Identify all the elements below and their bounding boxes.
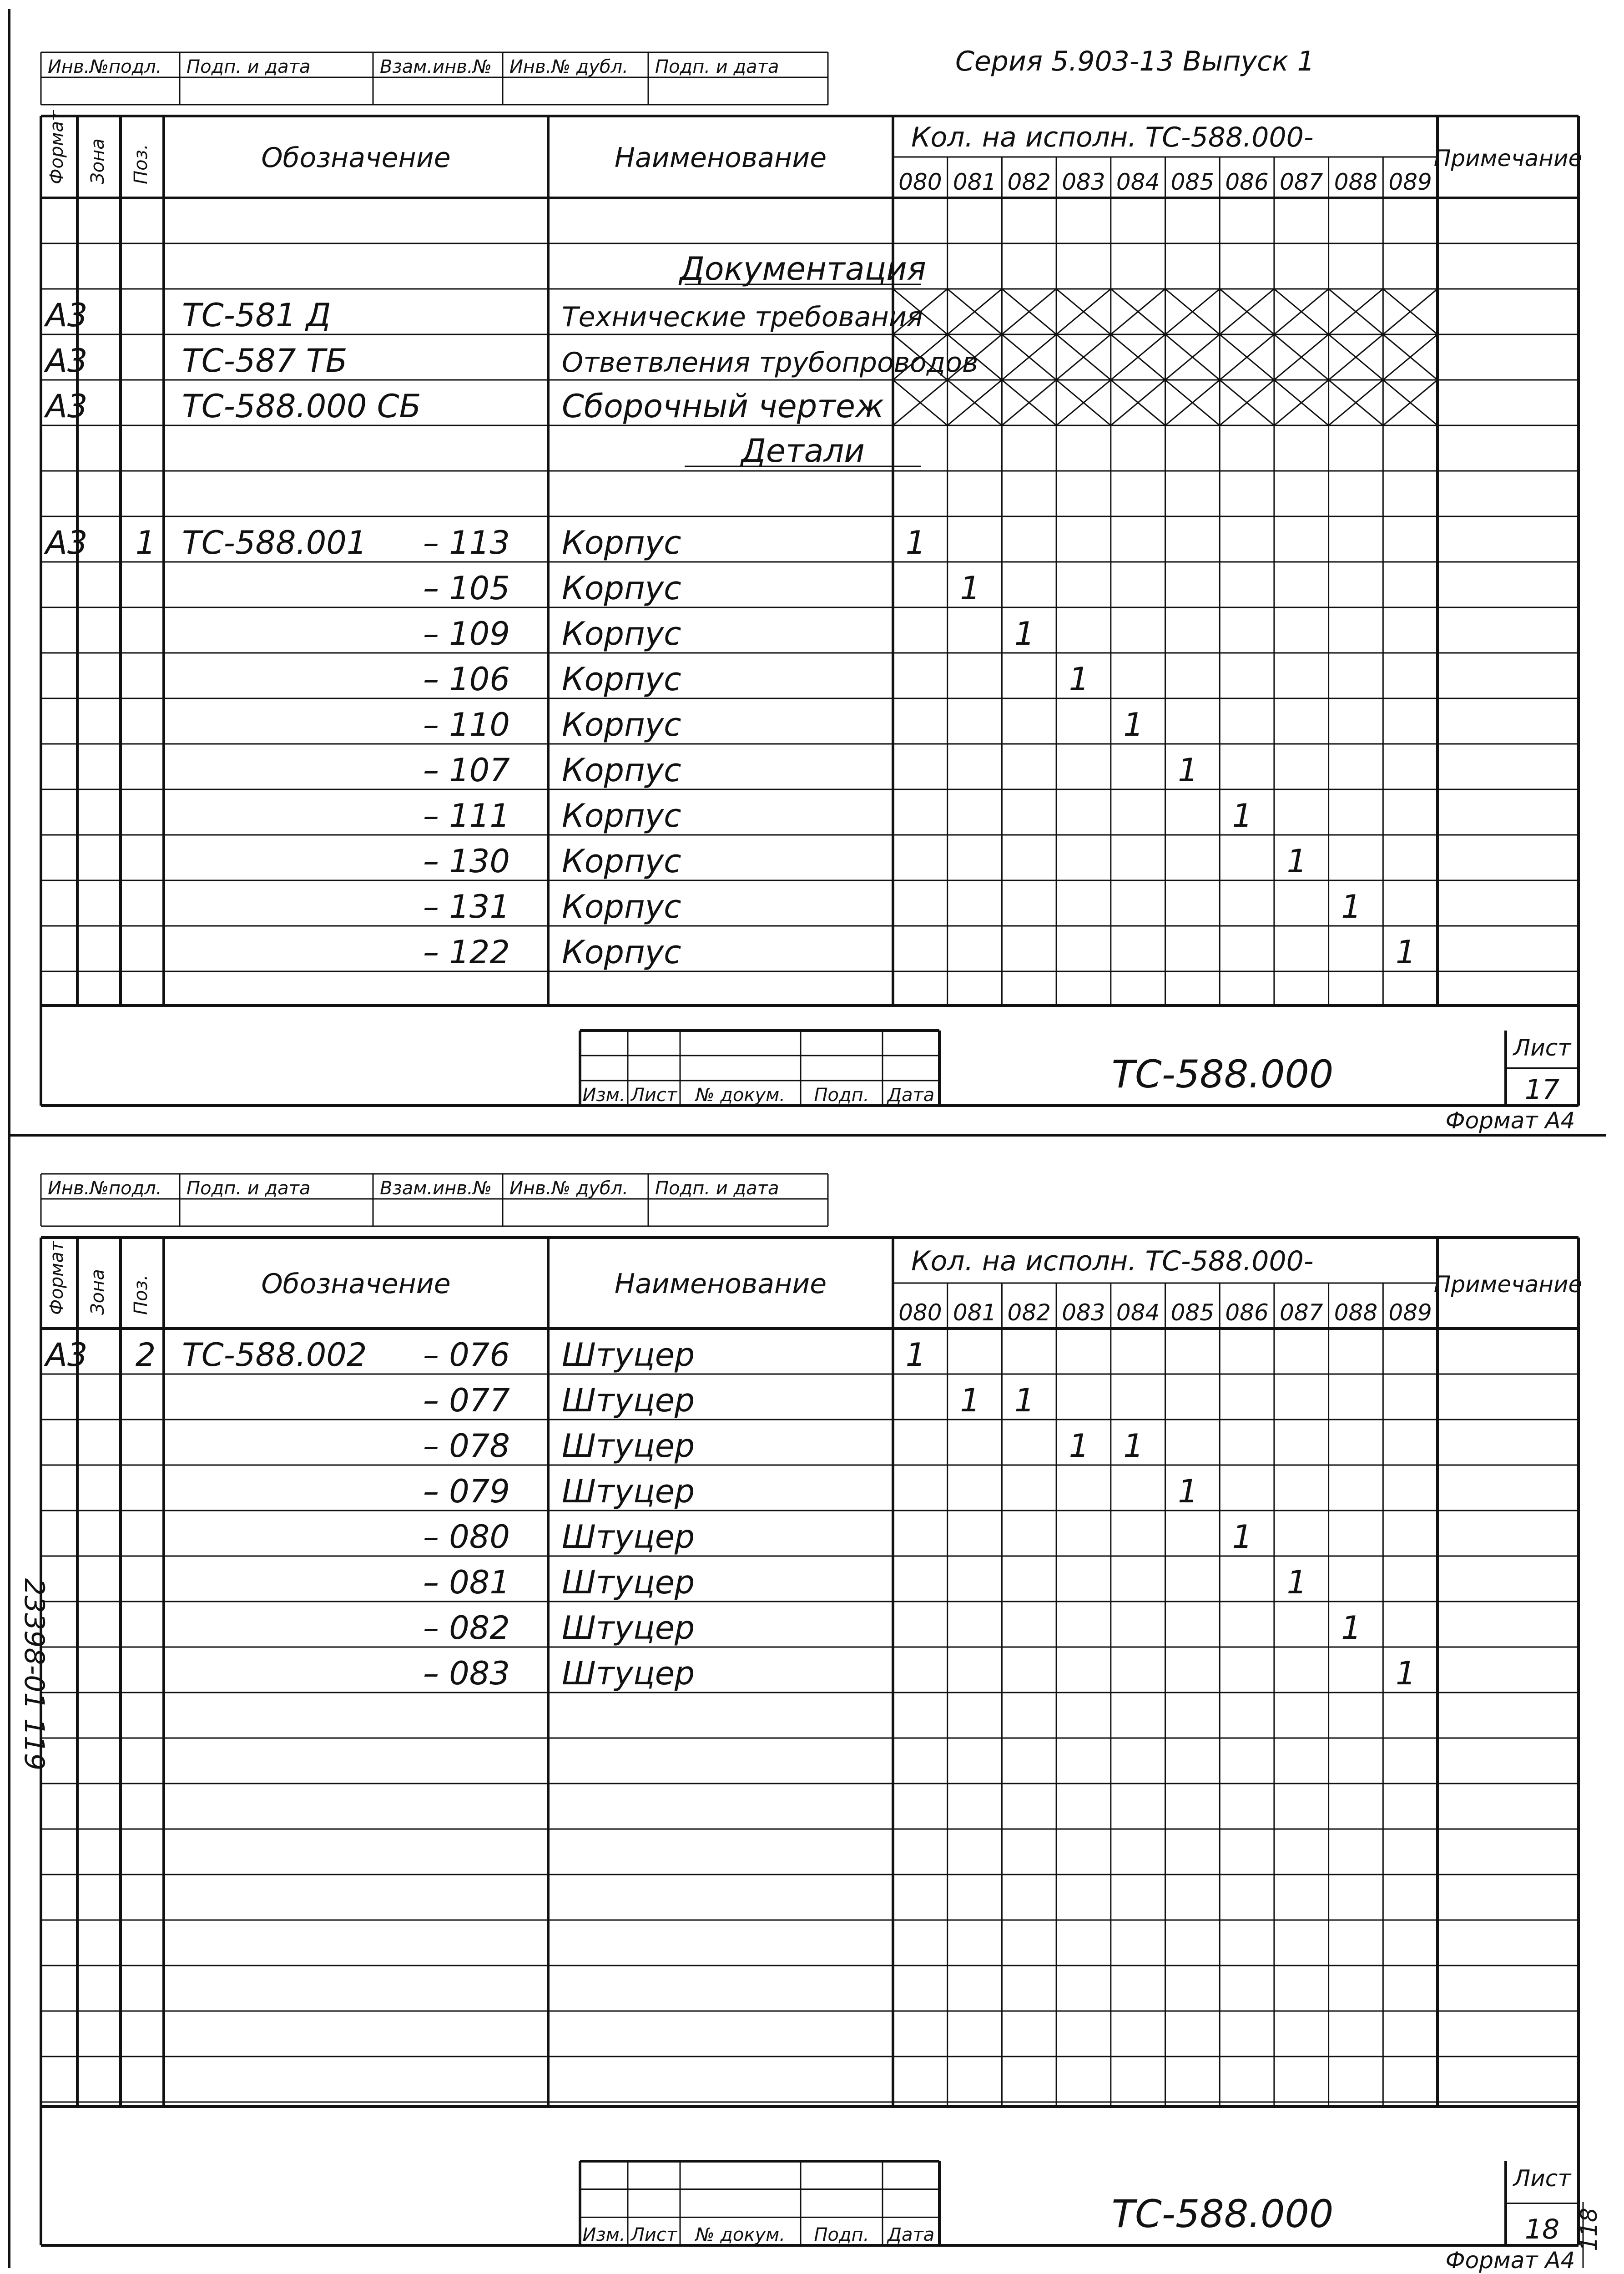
qty-mark: 1 bbox=[905, 1336, 926, 1374]
header-variant-089: 089 bbox=[1388, 169, 1432, 195]
cell-designation: ТС-588.002 bbox=[182, 1336, 367, 1374]
cell-format: А3 bbox=[45, 297, 88, 334]
cell-pos: 2 bbox=[135, 1336, 156, 1374]
header-note: Примечание bbox=[1433, 145, 1583, 172]
cell-designation-suffix: – 080 bbox=[423, 1518, 510, 1556]
cell-pos: 1 bbox=[135, 524, 156, 561]
cell-name: Корпус bbox=[562, 934, 681, 971]
cell-name: Штуцер bbox=[562, 1609, 695, 1647]
cell-designation-suffix: – 082 bbox=[423, 1609, 510, 1647]
header-variant-082: 082 bbox=[1007, 169, 1051, 195]
cell-name: Корпус bbox=[562, 706, 681, 743]
section-heading: Документация bbox=[680, 250, 926, 288]
cell-designation-suffix: – 076 bbox=[423, 1336, 510, 1374]
qty-mark: 1 bbox=[1286, 843, 1307, 880]
cell-designation-suffix: – 105 bbox=[423, 570, 510, 607]
header-format: Формат bbox=[46, 110, 67, 184]
header-variant-085: 085 bbox=[1170, 169, 1215, 195]
title-block-label: Подп. bbox=[814, 2224, 869, 2245]
cell-name: Корпус bbox=[562, 570, 681, 607]
qty-mark: 1 bbox=[905, 524, 926, 561]
margin-stamp-label: Инв.№ дубл. bbox=[509, 1178, 628, 1199]
cell-designation-suffix: – 106 bbox=[423, 661, 510, 698]
cell-designation-suffix: – 107 bbox=[423, 752, 510, 789]
header-variant-086: 086 bbox=[1225, 169, 1269, 195]
sheet-label: Лист bbox=[1513, 1035, 1571, 1061]
cell-name: Корпус bbox=[562, 615, 681, 652]
header-qty-title: Кол. на исполн. ТС-588.000- bbox=[911, 121, 1314, 153]
cell-designation-suffix: – 122 bbox=[423, 934, 510, 971]
header-variant-083: 083 bbox=[1062, 169, 1105, 195]
cell-name: Штуцер bbox=[562, 1382, 695, 1419]
cell-format: А3 bbox=[45, 342, 88, 379]
cell-designation-suffix: – 130 bbox=[423, 843, 510, 880]
cell-name: Корпус bbox=[562, 661, 681, 698]
sheet-number: 18 bbox=[1524, 2213, 1560, 2245]
qty-mark: 1 bbox=[1123, 706, 1144, 743]
section-heading: Детали bbox=[741, 432, 865, 470]
qty-mark: 1 bbox=[1232, 797, 1253, 834]
series-header: Серия 5.903-13 Выпуск 1 bbox=[955, 45, 1315, 77]
qty-mark: 1 bbox=[1395, 934, 1416, 971]
margin-stamp-label: Инв.№подл. bbox=[48, 56, 162, 77]
margin-stamp-label: Инв.№ дубл. bbox=[509, 56, 628, 77]
header-name: Наименование bbox=[614, 142, 827, 174]
qty-mark: 1 bbox=[1341, 888, 1362, 925]
cell-name: Штуцер bbox=[562, 1655, 695, 1692]
header-zone: Зона bbox=[87, 1269, 108, 1315]
header-note: Примечание bbox=[1433, 1271, 1583, 1298]
cell-designation: ТС-581 Д bbox=[182, 297, 331, 334]
qty-mark: 1 bbox=[1069, 1427, 1089, 1465]
cell-designation-suffix: – 110 bbox=[423, 706, 510, 743]
corner-code: 118 bbox=[1576, 2208, 1602, 2251]
cell-name: Корпус bbox=[562, 888, 681, 925]
header-variant-081: 081 bbox=[953, 1299, 997, 1326]
cell-designation-suffix: – 077 bbox=[423, 1382, 510, 1419]
cell-format: А3 bbox=[45, 524, 88, 561]
cell-designation-suffix: – 081 bbox=[423, 1564, 510, 1601]
cell-name: Ответвления трубопроводов bbox=[562, 347, 978, 379]
header-name: Наименование bbox=[614, 1268, 827, 1300]
qty-mark: 1 bbox=[960, 570, 980, 607]
qty-mark: 1 bbox=[1178, 1473, 1198, 1510]
header-pos: Поз. bbox=[131, 144, 151, 184]
title-block-label: Дата bbox=[887, 2224, 935, 2245]
margin-stamp-label: Инв.№подл. bbox=[48, 1178, 162, 1199]
margin-stamp-label: Подп. и дата bbox=[187, 56, 311, 77]
cell-name: Корпус bbox=[562, 752, 681, 789]
format-label: Формат А4 bbox=[1445, 2247, 1575, 2274]
title-block-label: Дата bbox=[887, 1085, 935, 1106]
cell-format: А3 bbox=[45, 1336, 88, 1374]
document-code: ТС-588.000 bbox=[1111, 1052, 1334, 1097]
header-variant-083: 083 bbox=[1062, 1299, 1105, 1326]
header-variant-087: 087 bbox=[1280, 169, 1323, 195]
header-variant-080: 080 bbox=[898, 1299, 942, 1326]
header-variant-086: 086 bbox=[1225, 1299, 1269, 1326]
cell-name: Штуцер bbox=[562, 1473, 695, 1510]
title-block-label: Подп. bbox=[814, 1085, 869, 1106]
side-archive-code: 23398-01 119 bbox=[18, 1578, 50, 1771]
cell-name: Штуцер bbox=[562, 1427, 695, 1465]
cell-format: А3 bbox=[45, 388, 88, 425]
margin-stamp-label: Подп. и дата bbox=[655, 56, 779, 77]
cell-designation-suffix: – 111 bbox=[423, 797, 510, 834]
cell-designation: ТС-588.001 bbox=[182, 524, 367, 561]
qty-mark: 1 bbox=[1123, 1427, 1144, 1465]
sheet-label: Лист bbox=[1513, 2165, 1571, 2192]
cell-designation-suffix: – 079 bbox=[423, 1473, 510, 1510]
qty-mark: 1 bbox=[1014, 615, 1035, 652]
header-format: Формат bbox=[46, 1241, 67, 1315]
qty-mark: 1 bbox=[1014, 1382, 1035, 1419]
margin-stamp-label: Взам.инв.№ bbox=[380, 56, 492, 77]
cell-designation-suffix: – 109 bbox=[423, 615, 510, 652]
qty-mark: 1 bbox=[1232, 1518, 1253, 1556]
title-block-label: № докум. bbox=[695, 1085, 786, 1106]
cell-designation: ТС-587 ТБ bbox=[182, 342, 348, 379]
cell-name: Технические требования bbox=[562, 301, 923, 333]
header-variant-088: 088 bbox=[1334, 169, 1378, 195]
qty-mark: 1 bbox=[960, 1382, 980, 1419]
cell-name: Корпус bbox=[562, 797, 681, 834]
header-variant-084: 084 bbox=[1116, 1299, 1160, 1326]
header-variant-084: 084 bbox=[1116, 169, 1160, 195]
cell-designation: ТС-588.000 СБ bbox=[182, 388, 421, 425]
margin-stamp-label: Подп. и дата bbox=[655, 1178, 779, 1199]
cell-name: Корпус bbox=[562, 524, 681, 561]
header-variant-081: 081 bbox=[953, 169, 997, 195]
cell-name: Штуцер bbox=[562, 1564, 695, 1601]
margin-stamp-label: Взам.инв.№ bbox=[380, 1178, 492, 1199]
header-variant-089: 089 bbox=[1388, 1299, 1432, 1326]
cell-designation-suffix: – 131 bbox=[423, 888, 510, 925]
cell-designation-suffix: – 078 bbox=[423, 1427, 510, 1465]
header-designation: Обозначение bbox=[261, 1268, 451, 1300]
header-designation: Обозначение bbox=[261, 142, 451, 174]
cell-designation-suffix: – 113 bbox=[423, 524, 510, 561]
cell-designation-suffix: – 083 bbox=[423, 1655, 510, 1692]
margin-stamp-label: Подп. и дата bbox=[187, 1178, 311, 1199]
qty-mark: 1 bbox=[1286, 1564, 1307, 1601]
header-zone: Зона bbox=[87, 138, 108, 184]
header-variant-085: 085 bbox=[1170, 1299, 1215, 1326]
cell-name: Штуцер bbox=[562, 1518, 695, 1556]
qty-mark: 1 bbox=[1395, 1655, 1416, 1692]
title-block-label: Изм. bbox=[582, 2224, 625, 2245]
title-block-label: Лист bbox=[630, 2224, 677, 2245]
qty-mark: 1 bbox=[1069, 661, 1089, 698]
header-pos: Поз. bbox=[131, 1274, 151, 1315]
header-variant-088: 088 bbox=[1334, 1299, 1378, 1326]
cell-name: Сборочный чертеж bbox=[562, 388, 884, 425]
qty-mark: 1 bbox=[1341, 1609, 1362, 1647]
format-label: Формат А4 bbox=[1445, 1107, 1575, 1134]
qty-mark: 1 bbox=[1178, 752, 1198, 789]
header-variant-080: 080 bbox=[898, 169, 942, 195]
title-block-label: Лист bbox=[630, 1085, 677, 1106]
header-variant-087: 087 bbox=[1280, 1299, 1323, 1326]
sheet-number: 17 bbox=[1524, 1074, 1560, 1106]
header-variant-082: 082 bbox=[1007, 1299, 1051, 1326]
cell-name: Штуцер bbox=[562, 1336, 695, 1374]
document-code: ТС-588.000 bbox=[1111, 2192, 1334, 2236]
title-block-label: № докум. bbox=[695, 2224, 786, 2245]
header-qty-title: Кол. на исполн. ТС-588.000- bbox=[911, 1245, 1314, 1277]
title-block-label: Изм. bbox=[582, 1085, 625, 1106]
cell-name: Корпус bbox=[562, 843, 681, 880]
